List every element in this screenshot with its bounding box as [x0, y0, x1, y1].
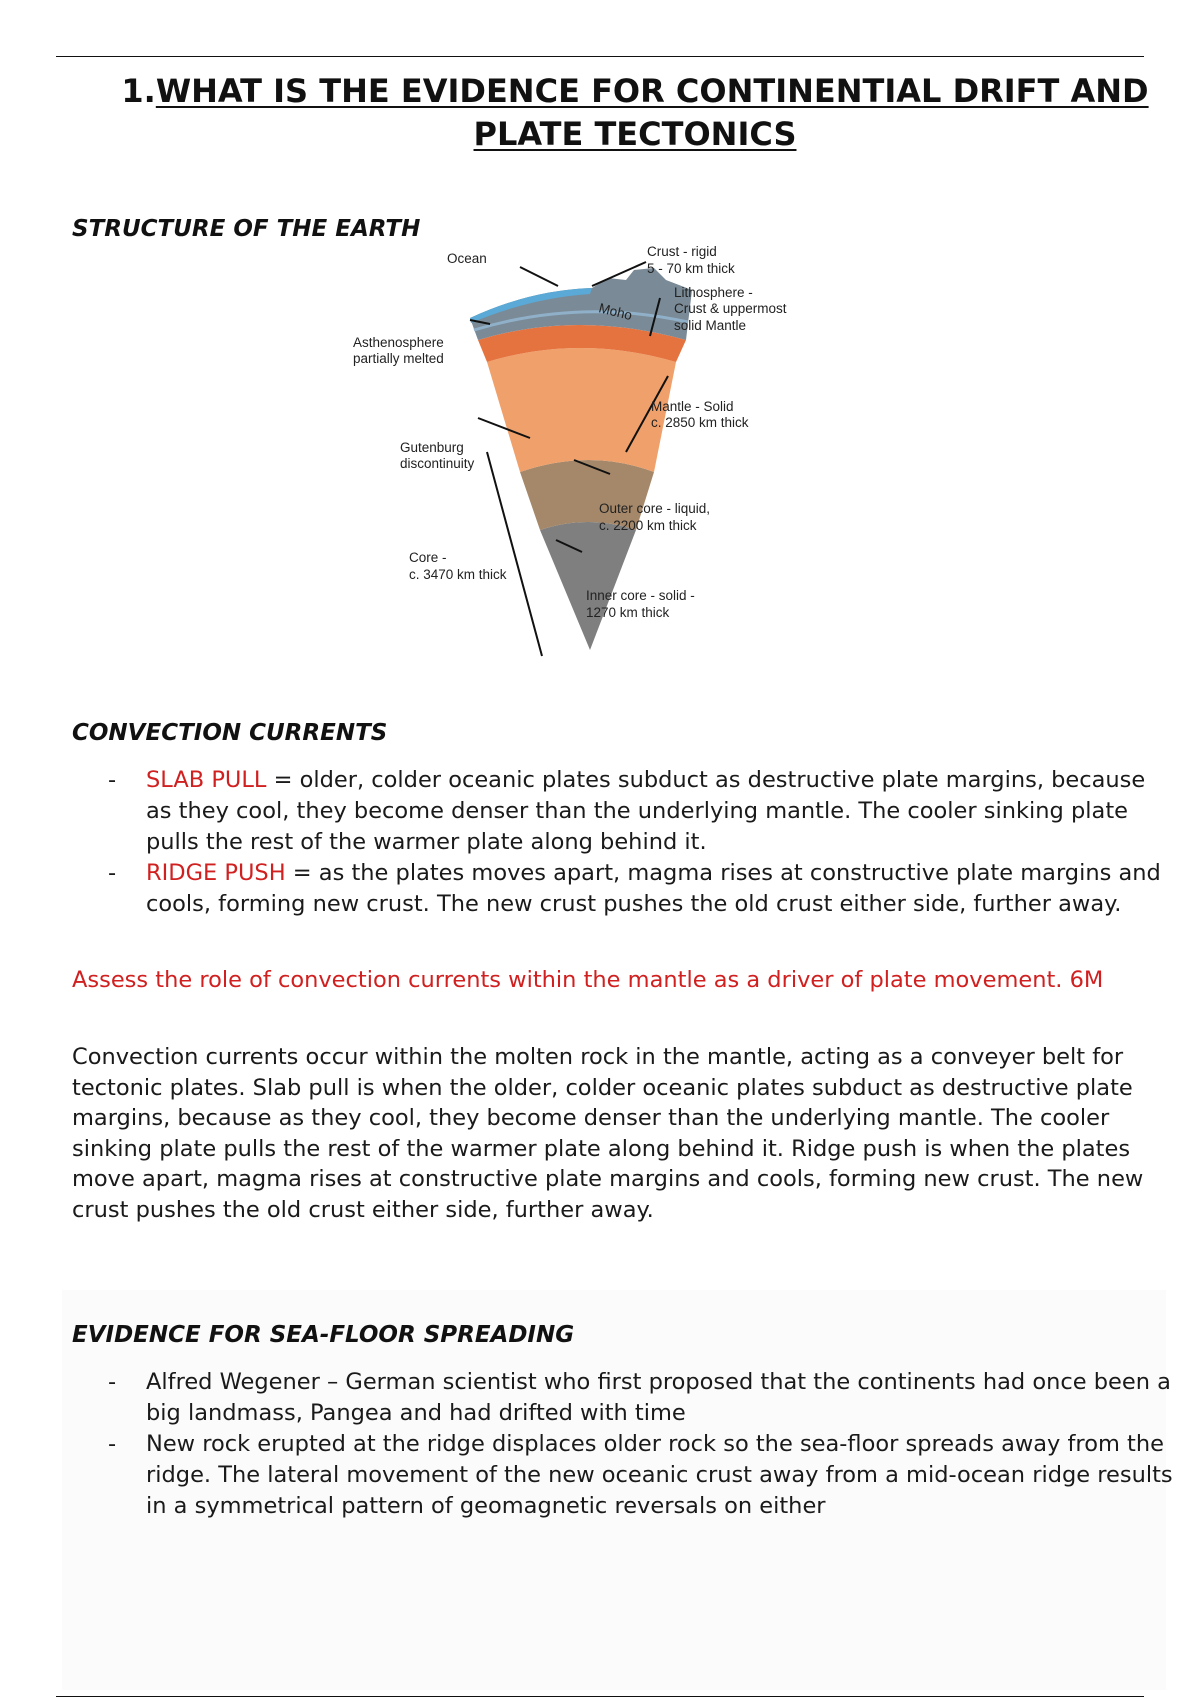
lithosphere-label-line-3: solid Mantle: [674, 318, 747, 333]
title-number: 1.: [121, 72, 156, 110]
core-label-line-1: Core -: [409, 550, 447, 565]
earth-structure-diagram: [353, 244, 870, 660]
list-item: [100, 765, 1175, 858]
outer-core-label-line-2: c. 2200 km thick: [599, 518, 697, 533]
gutenberg-label-line-2: discontinuity: [400, 456, 475, 471]
lithosphere-label-line-2: Crust & uppermost: [674, 301, 787, 316]
bullet-dash: -: [108, 1369, 117, 1395]
list-item: [100, 1367, 1175, 1429]
new-rock-text: New rock erupted at the ridge displaces older rock so the sea-floor spreads away from the ridge. The lateral movement of the new oceanic crust away from a mid-ocean ridge results in a symmetrical pattern of geomagnetic reversals on either: [146, 1431, 1173, 1519]
outer-core-label-line-1: Outer core - liquid,: [599, 501, 711, 516]
crust-label-line-1: Crust - rigid: [647, 244, 717, 259]
crust-label-line-2: 5 - 70 km thick: [647, 261, 735, 276]
ridge-push-text: = as the plates moves apart, magma rises at constructive plate margins and cools, forming new crust. The new crust pushes the old crust either side, further away.: [146, 860, 1161, 917]
asthenosphere-label-line-1: Asthenosphere: [353, 335, 444, 350]
bottom-rule: [56, 1696, 1144, 1697]
section-heading-convection: CONVECTION CURRENTS: [72, 720, 388, 746]
slab-pull-term: SLAB PULL: [146, 767, 267, 793]
mantle-label-line-2: c. 2850 km thick: [651, 415, 749, 430]
inner-core-label-line-2: 1270 km thick: [586, 605, 670, 620]
ocean-label: Ocean: [447, 251, 487, 266]
bullet-dash: -: [108, 860, 117, 886]
mantle-layer: [487, 348, 676, 472]
inner-core-layer: [540, 522, 636, 650]
inner-core-label-line-1: Inner core - solid -: [586, 588, 695, 603]
title-line-2: PLATE TECTONICS: [473, 115, 797, 153]
seafloor-list: [100, 1367, 1175, 1522]
exam-answer: Convection currents occur within the molten rock in the mantle, acting as a conveyer belt for tectonic plates. Slab pull is when the older, colder oceanic plates subduct as destructive plate margins, because as they cool, they become denser than the underlying mantle. The cooler sinking plate pulls the rest of the warmer plate along behind it. Ridge push is when the plates move apart, magma rises at constructive plate margins and cools, forming new crust. The new crust pushes the old crust either side, further away.: [72, 1044, 1144, 1223]
slab-pull-text: = older, colder oceanic plates subduct as destructive plate margins, because as they cool, they become denser than the underlying mantle. The cooler sinking plate pulls the rest of the warmer plate along behind it.: [146, 767, 1146, 855]
list-item: [100, 858, 1175, 920]
mantle-label-line-1: Mantle - Solid: [651, 399, 734, 414]
core-label-line-2: c. 3470 km thick: [409, 567, 507, 582]
lithosphere-label-line-1: Lithosphere -: [674, 285, 753, 300]
exam-question: Assess the role of convection currents within the mantle as a driver of plate movement. 6M: [72, 967, 1104, 993]
ridge-push-term: RIDGE PUSH: [146, 860, 286, 886]
convection-list: [100, 765, 1175, 920]
moho-label: Moho: [597, 300, 634, 324]
bullet-dash: -: [108, 1431, 117, 1457]
page-title: [100, 70, 1170, 156]
list-item: [100, 1429, 1175, 1522]
title-line-1: WHAT IS THE EVIDENCE FOR CONTINENTIAL DRIFT AND: [155, 72, 1149, 110]
gutenberg-label-line-1: Gutenburg: [400, 440, 464, 455]
bullet-dash: -: [108, 767, 117, 793]
top-rule: [56, 56, 1144, 57]
asthenosphere-label-line-2: partially melted: [353, 351, 444, 366]
wegener-text: Alfred Wegener – German scientist who first proposed that the continents had once been a big landmass, Pangea and had drifted with time: [146, 1369, 1171, 1426]
section-heading-seafloor: EVIDENCE FOR SEA-FLOOR SPREADING: [72, 1322, 575, 1348]
section-heading-structure: STRUCTURE OF THE EARTH: [72, 216, 421, 242]
